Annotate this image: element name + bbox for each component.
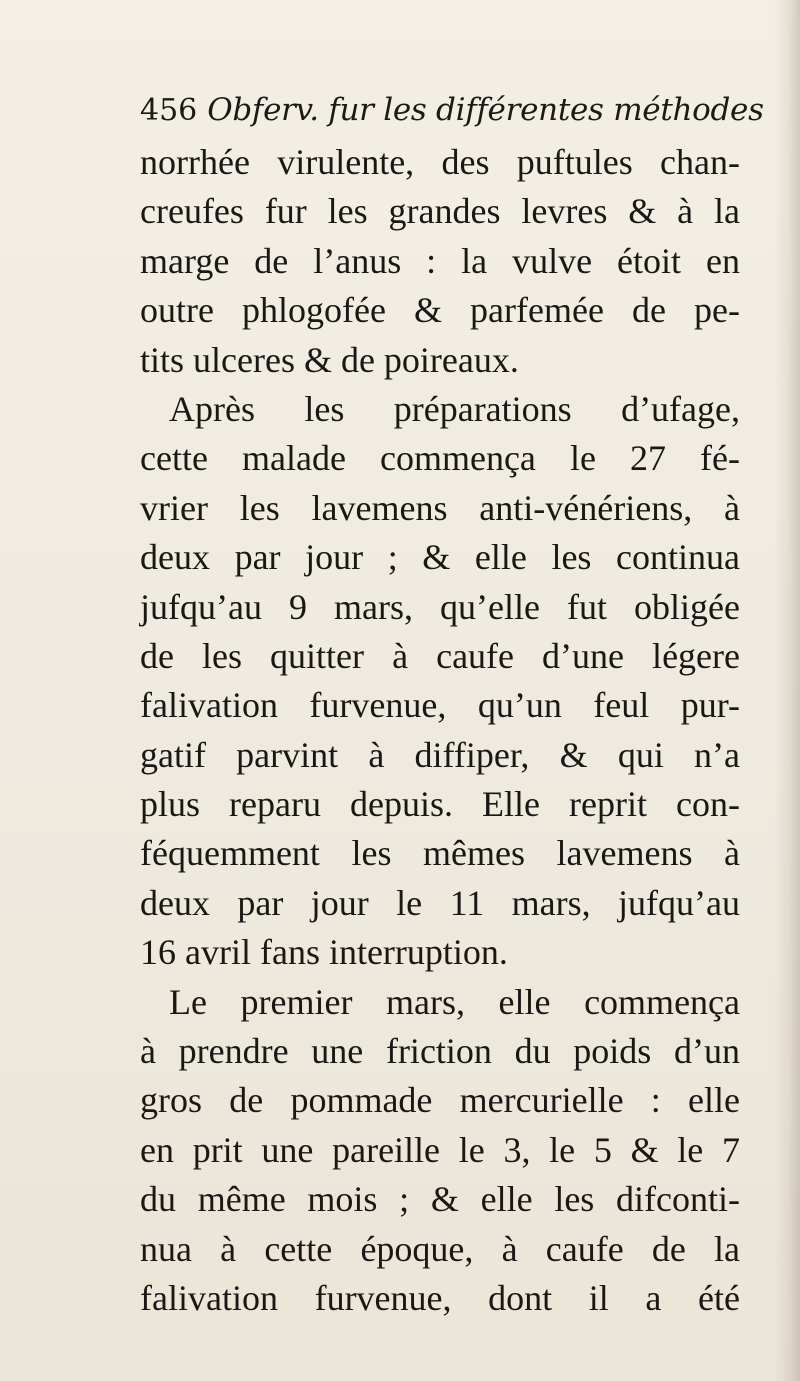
text-line: plus reparu depuis. Elle reprit con- — [140, 784, 740, 825]
text-line: norrhée virulente, des puftules chan- — [140, 142, 740, 182]
text-line: 16 avril fans interruption. — [140, 932, 508, 973]
text-line: féquemment les mêmes lavemens à — [140, 833, 740, 874]
text-line: deux par jour ; & elle les continua — [140, 537, 740, 578]
page-edge-shadow — [774, 0, 800, 1381]
text-line: vrier les lavemens anti-vénériens, à — [140, 487, 740, 528]
text-line: outre phlogofée & parfemée de pe- — [140, 290, 740, 331]
body-text — [140, 138, 740, 1323]
page-header — [140, 92, 764, 138]
text-line: creufes fur les grandes levres & à la — [140, 191, 740, 232]
text-line: falivation furvenue, qu’un feul pur- — [140, 685, 740, 726]
text-line: falivation furvenue, dont il a été — [140, 1277, 740, 1318]
text-line: tits ulceres & de poireaux. — [140, 339, 519, 380]
text-line: cette malade commença le 27 fé- — [140, 438, 740, 479]
paragraph-start-line: Le premier mars, elle commença — [169, 981, 740, 1022]
text-line: gatif parvint à diffiper, & qui n’a — [140, 734, 740, 775]
text-line: gros de pommade mercurielle : elle — [140, 1080, 740, 1121]
text-line: jufqu’au 9 mars, qu’elle fut obligée — [140, 586, 740, 627]
text-line: deux par jour le 11 mars, jufqu’au — [140, 882, 740, 923]
text-line: de les quitter à caufe d’une légere — [140, 635, 740, 676]
text-line: à prendre une friction du poids d’un — [140, 1031, 740, 1072]
page-number: 456 — [140, 93, 198, 128]
text-line: du même mois ; & elle les difconti- — [140, 1179, 740, 1220]
text-line: marge de l’anus : la vulve étoit en — [140, 240, 740, 281]
text-line: nua à cette époque, à caufe de la — [140, 1228, 740, 1269]
text-line: en prit une pareille le 3, le 5 & le 7 — [140, 1129, 740, 1170]
running-head: Obferv. fur les différentes méthodes — [207, 92, 764, 128]
paragraph-start-line: Après les préparations d’ufage, — [169, 388, 740, 429]
